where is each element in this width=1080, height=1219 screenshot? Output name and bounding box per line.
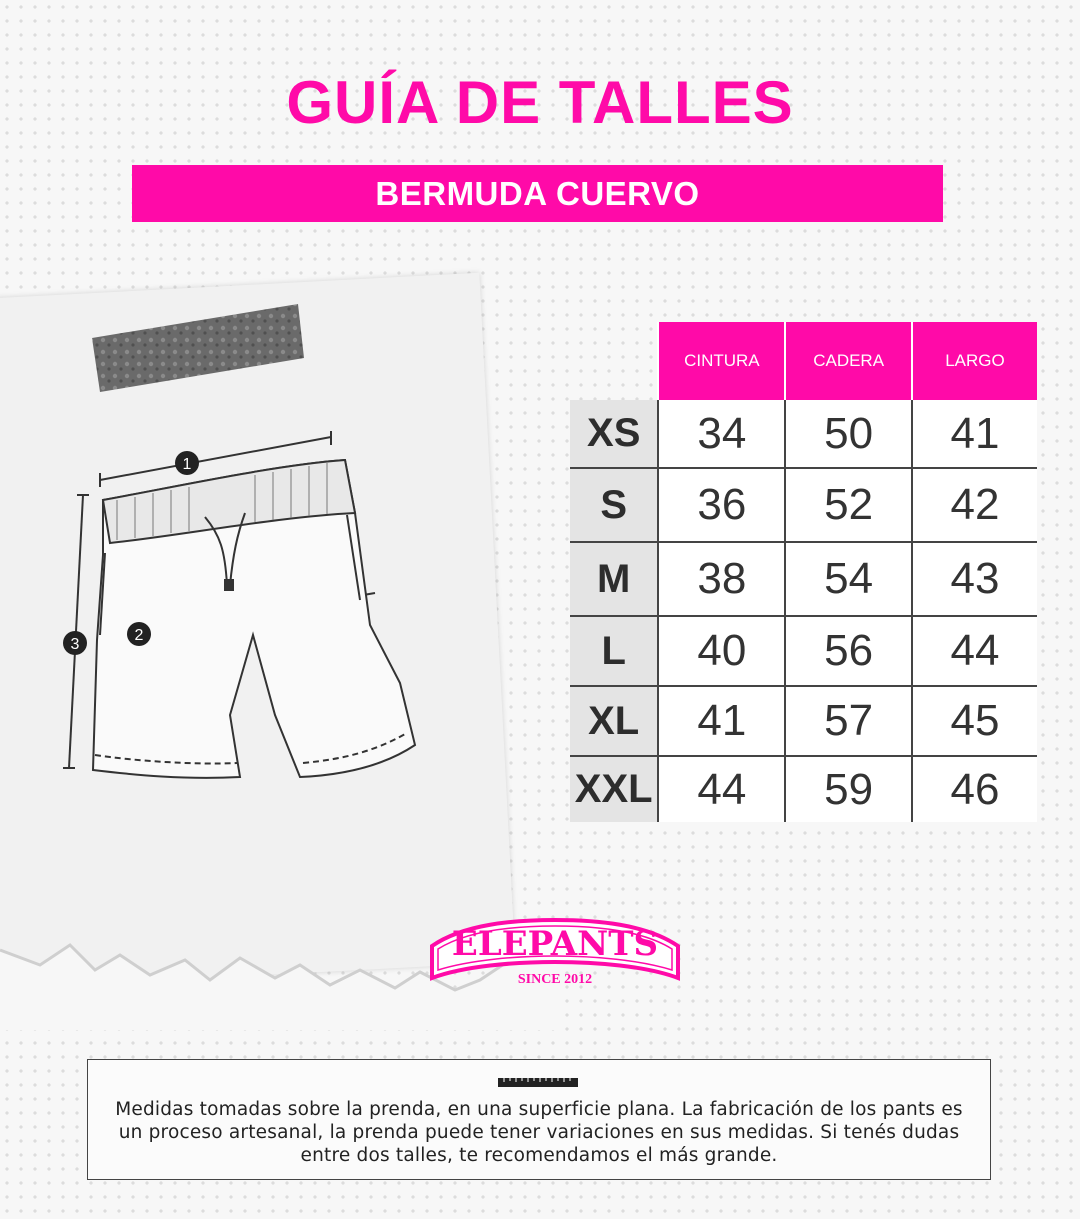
note-text: Medidas tomadas sobre la prenda, en una superficie plana. La fabricación de los pants es un proceso artesanal, la prenda puede tener variaciones en sus medidas. Si tenés dudas entre dos talles, te recomendamos el más grande. (115, 1099, 963, 1166)
value-cell: 43 (912, 542, 1037, 616)
marker-2 (127, 622, 151, 646)
note-box (87, 1059, 991, 1180)
value-cell: 44 (658, 756, 785, 822)
size-label: S (570, 468, 658, 542)
product-banner (132, 165, 943, 222)
table-corner (570, 322, 658, 400)
value-cell: 44 (912, 616, 1037, 686)
value-cell: 52 (785, 468, 912, 542)
table-row (570, 686, 1037, 756)
size-label: XL (570, 686, 658, 756)
table-row (570, 756, 1037, 822)
svg-text:2: 2 (134, 627, 144, 644)
svg-text:3: 3 (70, 636, 80, 653)
table-row (570, 400, 1037, 468)
marker-3 (63, 631, 87, 655)
size-label: XXL (570, 756, 658, 822)
value-cell: 45 (912, 686, 1037, 756)
table-header-row (570, 322, 1037, 400)
value-cell: 56 (785, 616, 912, 686)
value-cell: 54 (785, 542, 912, 616)
value-cell: 41 (912, 400, 1037, 468)
size-label: L (570, 616, 658, 686)
shorts-diagram (55, 425, 455, 795)
size-label: XS (570, 400, 658, 468)
value-cell: 36 (658, 468, 785, 542)
value-cell: 34 (658, 400, 785, 468)
svg-text:ELEPANTS: ELEPANTS (451, 924, 659, 964)
marker-1 (175, 451, 199, 475)
value-cell: 50 (785, 400, 912, 468)
value-cell: 59 (785, 756, 912, 822)
product-name: BERMUDA CUERVO (375, 174, 700, 212)
header-largo: LARGO (912, 322, 1037, 400)
tape-decoration (88, 300, 306, 396)
table-row (570, 542, 1037, 616)
value-cell: 40 (658, 616, 785, 686)
header-cadera: CADERA (785, 322, 912, 400)
value-cell: 38 (658, 542, 785, 616)
logo-tagline: SINCE 2012 (517, 972, 593, 987)
value-cell: 42 (912, 468, 1037, 542)
svg-text:1: 1 (182, 456, 192, 473)
page-title: GUÍA DE TALLES (286, 69, 794, 136)
table-row (570, 616, 1037, 686)
header-cintura: CINTURA (658, 322, 785, 400)
size-table (570, 322, 1037, 822)
ruler-icon (498, 1076, 578, 1088)
size-label: M (570, 542, 658, 616)
table-row (570, 468, 1037, 542)
value-cell: 46 (912, 756, 1037, 822)
value-cell: 41 (658, 686, 785, 756)
value-cell: 57 (785, 686, 912, 756)
